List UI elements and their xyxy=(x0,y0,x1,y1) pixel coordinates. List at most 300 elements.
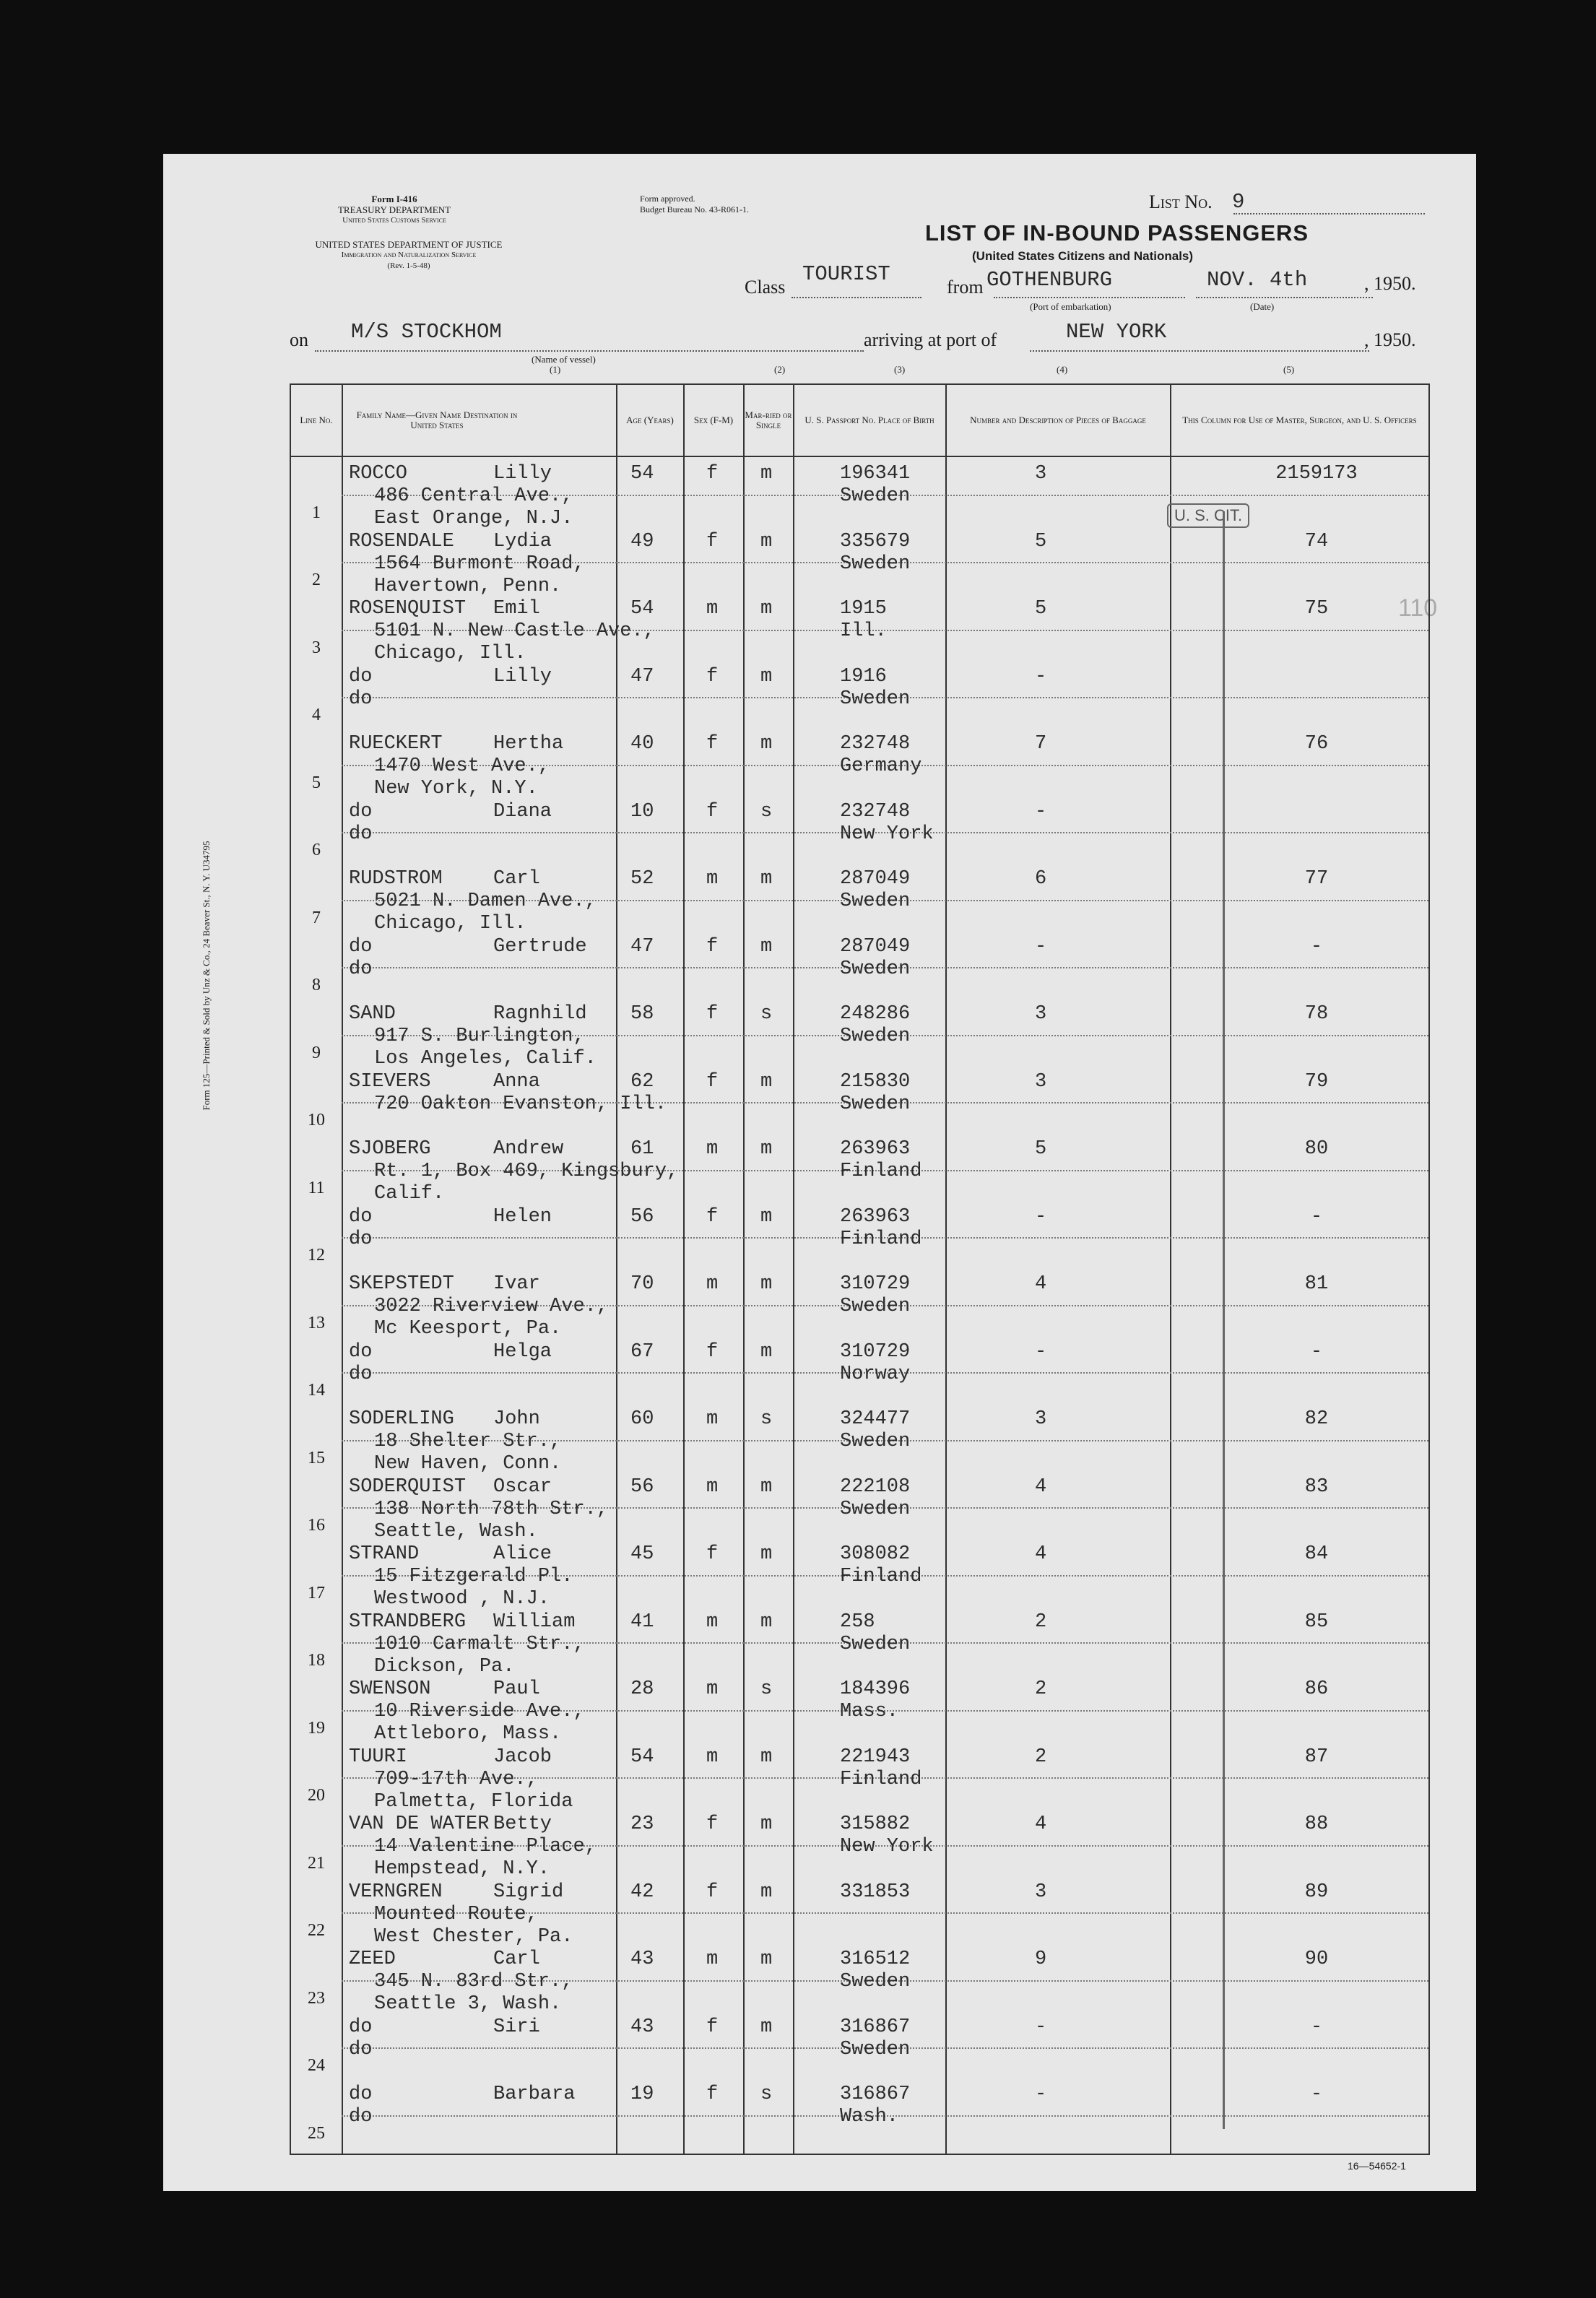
destination-line: do xyxy=(349,823,373,845)
officer-note: - xyxy=(1310,1205,1323,1228)
year-1: , 1950. xyxy=(1364,273,1416,294)
given-name: Andrew xyxy=(493,1138,564,1160)
passport-number: 221943 xyxy=(840,1746,911,1768)
col4-caption: (4) xyxy=(1057,364,1068,375)
line-number: 19 xyxy=(308,1718,325,1738)
baggage-count: 3 xyxy=(1035,1408,1047,1430)
family-name: STRAND xyxy=(349,1543,420,1565)
age-cell: 52 xyxy=(630,868,654,890)
destination-line: 14 Valentine Place, xyxy=(374,1836,597,1857)
officer-note: 80 xyxy=(1304,1138,1329,1160)
given-name: Sigrid xyxy=(493,1881,564,1903)
passport-number: 1915 xyxy=(840,598,887,620)
given-name: Siri xyxy=(493,2016,540,2038)
destination-line: Rt. 1, Box 469, Kingsbury, xyxy=(374,1161,679,1182)
family-name: STRANDBERG xyxy=(349,1610,467,1633)
header-sex: Sex (F-M) xyxy=(693,415,734,425)
age-cell: 56 xyxy=(630,1205,654,1228)
age-cell: 28 xyxy=(630,1678,654,1700)
marital-cell: m xyxy=(760,598,773,620)
list-no-value: 9 xyxy=(1232,190,1245,214)
passport-number: 315882 xyxy=(840,1813,911,1835)
destination-line: Los Angeles, Calif. xyxy=(374,1048,597,1070)
marital-cell: m xyxy=(760,1205,773,1228)
family-name: do xyxy=(349,800,373,823)
family-name: do xyxy=(349,935,373,958)
age-cell: 42 xyxy=(630,1881,654,1903)
officer-note: - xyxy=(1310,2016,1323,2038)
destination-line: New York, N.Y. xyxy=(374,778,538,799)
header-married: Mar-ried or Single xyxy=(745,409,792,430)
line-number: 14 xyxy=(308,1381,325,1400)
baggage-count: 4 xyxy=(1035,1813,1047,1835)
vessel-name: M/S STOCKHOM xyxy=(351,320,502,344)
line-number: 7 xyxy=(312,908,321,927)
sex-cell: m xyxy=(706,1408,719,1430)
given-name: Gertrude xyxy=(493,935,587,958)
destination-line: 486 Central Ave., xyxy=(374,485,573,507)
baggage-count: 3 xyxy=(1035,1070,1047,1093)
marital-cell: m xyxy=(760,935,773,958)
passport-number: 196341 xyxy=(840,463,911,485)
officer-note: 81 xyxy=(1304,1273,1329,1295)
family-name: SIEVERS xyxy=(349,1070,431,1093)
line-number: 10 xyxy=(308,1111,325,1130)
destination-line: 138 North 78th Str., xyxy=(374,1498,609,1520)
line-number: 24 xyxy=(308,2056,325,2075)
family-name: VERNGREN xyxy=(349,1881,443,1903)
sex-cell: m xyxy=(706,1948,719,1970)
destination-line: 5021 N. Damen Ave., xyxy=(374,890,597,912)
customs-service: United States Customs Service xyxy=(342,216,446,225)
age-cell: 43 xyxy=(630,2016,654,2038)
baggage-count: 4 xyxy=(1035,1543,1047,1565)
passport-number: 316867 xyxy=(840,2016,911,2038)
family-name: RUECKERT xyxy=(349,733,443,755)
line-number: 5 xyxy=(312,773,321,792)
place-of-birth: Finland xyxy=(840,1161,922,1182)
marital-cell: m xyxy=(760,733,773,755)
line-number: 16 xyxy=(308,1516,325,1535)
family-name: SKEPSTEDT xyxy=(349,1273,454,1295)
passport-number: 232748 xyxy=(840,733,911,755)
port-of-embarkation: GOTHENBURG xyxy=(986,268,1113,292)
place-of-birth: Wash. xyxy=(840,2106,899,2128)
destination-line: do xyxy=(349,1363,373,1385)
officer-note: - xyxy=(1310,935,1323,958)
passport-number: 287049 xyxy=(840,868,911,890)
place-of-birth: Finland xyxy=(840,1228,922,1250)
officer-note: 74 xyxy=(1304,530,1329,552)
from-label: from xyxy=(947,277,984,298)
treasury-dept: TREASURY DEPARTMENT xyxy=(337,204,451,215)
age-cell: 23 xyxy=(630,1813,654,1835)
destination-line: do xyxy=(349,2106,373,2128)
baggage-count: 5 xyxy=(1035,530,1047,552)
family-name: ROCCO xyxy=(349,463,408,485)
class-value: TOURIST xyxy=(802,262,890,286)
destination-line: 10 Riverside Ave., xyxy=(374,1701,585,1722)
officer-note: 86 xyxy=(1304,1678,1329,1700)
destination-line: Chicago, Ill. xyxy=(374,643,526,664)
passport-number: 308082 xyxy=(840,1543,911,1565)
list-no-label: List No. xyxy=(1149,191,1213,212)
family-name: ROSENDALE xyxy=(349,530,454,552)
place-of-birth: Sweden xyxy=(840,1633,911,1655)
baggage-count: 2 xyxy=(1035,1678,1047,1700)
line-number: 11 xyxy=(308,1178,325,1197)
line-number: 17 xyxy=(308,1583,325,1603)
destination-line: Mounted Route, xyxy=(374,1903,538,1925)
line-number: 4 xyxy=(312,706,321,724)
officer-note: 85 xyxy=(1304,1610,1329,1633)
sex-cell: f xyxy=(706,1070,719,1093)
given-name: Oscar xyxy=(493,1475,552,1498)
age-cell: 41 xyxy=(630,1610,654,1633)
family-name: do xyxy=(349,665,373,688)
age-cell: 70 xyxy=(630,1273,654,1295)
header-line-no: Line No. xyxy=(300,415,333,425)
officer-note: 88 xyxy=(1304,1813,1329,1835)
destination-line: Westwood , N.J. xyxy=(374,1588,550,1610)
age-cell: 56 xyxy=(630,1475,654,1498)
place-of-birth: Sweden xyxy=(840,1971,911,1993)
place-of-birth: New York xyxy=(840,1836,934,1857)
age-cell: 19 xyxy=(630,2084,654,2105)
vessel-caption: (Name of vessel) xyxy=(532,354,596,365)
given-name: Carl xyxy=(493,1948,540,1970)
marital-cell: m xyxy=(760,1881,773,1903)
sex-cell: f xyxy=(706,1340,719,1363)
destination-line: Seattle, Wash. xyxy=(374,1520,538,1543)
marital-cell: m xyxy=(760,1273,773,1295)
age-cell: 49 xyxy=(630,530,654,552)
age-cell: 54 xyxy=(630,598,654,620)
officer-note: 2159173 xyxy=(1275,463,1358,485)
port-caption: (Port of embarkation) xyxy=(1030,301,1111,312)
age-cell: 43 xyxy=(630,1948,654,1970)
passport-number: 232748 xyxy=(840,800,911,823)
col5-caption: (5) xyxy=(1283,364,1295,375)
marital-cell: m xyxy=(760,1746,773,1768)
officer-note: 75 xyxy=(1304,598,1329,620)
family-name: ZEED xyxy=(349,1948,396,1970)
destination-line: 917 S. Burlington, xyxy=(374,1026,585,1047)
family-name: do xyxy=(349,2016,373,2038)
marital-cell: m xyxy=(760,463,773,485)
marital-cell: m xyxy=(760,1340,773,1363)
given-name: William xyxy=(493,1610,576,1633)
passport-number: 184396 xyxy=(840,1678,911,1700)
marital-cell: m xyxy=(760,1543,773,1565)
place-of-birth: Sweden xyxy=(840,958,911,980)
family-name: do xyxy=(349,1205,373,1228)
destination-line: Calif. xyxy=(374,1183,445,1205)
age-cell: 47 xyxy=(630,665,654,688)
sex-cell: f xyxy=(706,1205,719,1228)
age-cell: 47 xyxy=(630,935,654,958)
line-number: 2 xyxy=(312,571,321,589)
given-name: Lilly xyxy=(493,463,552,485)
baggage-count: 3 xyxy=(1035,1003,1047,1025)
passport-number: 263963 xyxy=(840,1138,911,1160)
budget-bureau: Budget Bureau No. 43-R061-1. xyxy=(640,204,749,214)
marital-cell: s xyxy=(760,1003,773,1025)
age-cell: 40 xyxy=(630,733,654,755)
age-cell: 10 xyxy=(630,800,654,823)
age-cell: 60 xyxy=(630,1408,654,1430)
passport-number: 1916 xyxy=(840,665,887,688)
destination-line: 1010 Carmalt Str., xyxy=(374,1633,585,1655)
destination-line: Hempstead, N.Y. xyxy=(374,1858,550,1880)
line-number: 1 xyxy=(312,503,321,522)
baggage-count: - xyxy=(1035,800,1047,823)
place-of-birth: Sweden xyxy=(840,1296,911,1317)
line-number: 18 xyxy=(308,1651,325,1670)
marital-cell: s xyxy=(760,1408,773,1430)
marital-cell: m xyxy=(760,1138,773,1160)
place-of-birth: Finland xyxy=(840,1566,922,1587)
given-name: Anna xyxy=(493,1070,540,1093)
place-of-birth: Sweden xyxy=(840,2038,911,2060)
marital-cell: s xyxy=(760,800,773,823)
sex-cell: f xyxy=(706,1003,719,1025)
given-name: Paul xyxy=(493,1678,540,1700)
destination-line: Dickson, Pa. xyxy=(374,1655,515,1678)
destination-line: Attleboro, Mass. xyxy=(374,1723,562,1745)
marital-cell: m xyxy=(760,1610,773,1633)
line-number: 25 xyxy=(308,2123,325,2143)
sex-cell: m xyxy=(706,598,719,620)
form-header-block xyxy=(286,194,503,226)
given-name: Carl xyxy=(493,868,540,890)
baggage-count: 2 xyxy=(1035,1610,1047,1633)
baggage-count: 5 xyxy=(1035,1138,1047,1160)
family-name: SWENSON xyxy=(349,1678,431,1700)
officer-note: - xyxy=(1310,1340,1323,1363)
baggage-count: - xyxy=(1035,1205,1047,1228)
age-cell: 62 xyxy=(630,1070,654,1093)
age-cell: 67 xyxy=(630,1340,654,1363)
sex-cell: m xyxy=(706,1138,719,1160)
sex-cell: m xyxy=(706,1610,719,1633)
header-age: Age (Years) xyxy=(626,415,674,425)
col3-caption: (3) xyxy=(894,364,906,375)
baggage-count: 7 xyxy=(1035,733,1047,755)
passport-number: 248286 xyxy=(840,1003,911,1025)
sex-cell: m xyxy=(706,1746,719,1768)
passport-number: 324477 xyxy=(840,1408,911,1430)
given-name: Lilly xyxy=(493,665,552,688)
baggage-count: 9 xyxy=(1035,1948,1047,1970)
destination-line: Mc Keesport, Pa. xyxy=(374,1318,562,1340)
destination-line: do xyxy=(349,1228,373,1250)
destination-line: 345 N. 83rd Str., xyxy=(374,1971,573,1993)
destination-line: New Haven, Conn. xyxy=(374,1453,562,1475)
destination-line: do xyxy=(349,958,373,980)
sex-cell: f xyxy=(706,1881,719,1903)
line-number: 15 xyxy=(308,1448,325,1467)
baggage-count: - xyxy=(1035,1340,1047,1363)
passport-number: 316512 xyxy=(840,1948,911,1970)
destination-line: 3022 Riverview Ave., xyxy=(374,1296,609,1317)
sex-cell: m xyxy=(706,1678,719,1700)
marital-cell: m xyxy=(760,1070,773,1093)
date-caption: (Date) xyxy=(1250,301,1275,312)
header-baggage: Number and Description of Pieces of Baggage xyxy=(970,415,1146,425)
col2-caption: (2) xyxy=(774,364,786,375)
marital-cell: m xyxy=(760,868,773,890)
baggage-count: 2 xyxy=(1035,1746,1047,1768)
line-number: 20 xyxy=(308,1786,325,1805)
document-subtitle: (United States Citizens and Nationals) xyxy=(972,249,1194,263)
given-name: Barbara xyxy=(493,2084,576,2105)
destination-line: 15 Fitzgerald Pl. xyxy=(374,1566,573,1587)
passport-number: 263963 xyxy=(840,1205,911,1228)
ins-service: Immigration and Naturalization Service xyxy=(341,251,477,259)
citizen-stamp: U. S. CIT. xyxy=(1167,503,1249,528)
form-revision: (Rev. 1-5-48) xyxy=(387,261,430,270)
sex-cell: m xyxy=(706,868,719,890)
place-of-birth: Mass. xyxy=(840,1701,899,1722)
age-cell: 45 xyxy=(630,1543,654,1565)
family-name: SAND xyxy=(349,1003,396,1025)
sex-cell: f xyxy=(706,2016,719,2038)
family-name: ROSENQUIST xyxy=(349,598,467,620)
family-name: TUURI xyxy=(349,1746,408,1768)
given-name: Emil xyxy=(493,598,540,620)
family-name: SJOBERG xyxy=(349,1138,431,1160)
sex-cell: f xyxy=(706,1543,719,1565)
destination-line: do xyxy=(349,688,373,710)
sex-cell: f xyxy=(706,665,719,688)
place-of-birth: Sweden xyxy=(840,890,911,912)
place-of-birth: Ill. xyxy=(840,620,887,642)
place-of-birth: Sweden xyxy=(840,1431,911,1452)
on-label: on xyxy=(290,329,308,350)
passport-number: 310729 xyxy=(840,1340,911,1363)
given-name: Lydia xyxy=(493,530,552,552)
destination-line: 5101 N. New Castle Ave., xyxy=(374,620,655,642)
place-of-birth: Norway xyxy=(840,1363,911,1385)
sex-cell: f xyxy=(706,733,719,755)
sex-cell: f xyxy=(706,1813,719,1835)
place-of-birth: Sweden xyxy=(840,1498,911,1520)
place-of-birth: Germany xyxy=(840,755,922,777)
form-approved: Form approved. xyxy=(640,194,695,204)
given-name: Hertha xyxy=(493,733,564,755)
age-cell: 61 xyxy=(630,1138,654,1160)
sex-cell: m xyxy=(706,1475,719,1498)
age-cell: 54 xyxy=(630,463,654,485)
marital-cell: s xyxy=(760,1678,773,1700)
passport-number: 316867 xyxy=(840,2084,911,2105)
destination-line: 18 Shelter Str., xyxy=(374,1431,562,1452)
given-name: Betty xyxy=(493,1813,552,1835)
marital-cell: m xyxy=(760,1948,773,1970)
passport-number: 215830 xyxy=(840,1070,911,1093)
age-cell: 54 xyxy=(630,1746,654,1768)
place-of-birth: New York xyxy=(840,823,934,845)
destination-line: Palmetta, Florida xyxy=(374,1790,573,1813)
year-2: , 1950. xyxy=(1364,329,1416,350)
line-number: 23 xyxy=(308,1988,325,2008)
passenger-table xyxy=(290,383,1430,2155)
marital-cell: m xyxy=(760,1813,773,1835)
family-name: VAN DE WATER xyxy=(349,1813,490,1835)
marital-cell: m xyxy=(760,530,773,552)
family-name: SODERLING xyxy=(349,1408,454,1430)
given-name: Jacob xyxy=(493,1746,552,1768)
form-number: Form I-416 xyxy=(371,194,417,204)
officer-note: 79 xyxy=(1304,1070,1329,1093)
header-name: Family Name—Given Name Destination in United States xyxy=(356,409,518,430)
place-of-birth: Finland xyxy=(840,1768,922,1790)
officer-note: 90 xyxy=(1304,1948,1329,1970)
baggage-count: 3 xyxy=(1035,1881,1047,1903)
given-name: Helga xyxy=(493,1340,552,1363)
header-passport: U. S. Passport No. Place of Birth xyxy=(804,415,934,425)
sex-cell: f xyxy=(706,800,719,823)
baggage-count: - xyxy=(1035,935,1047,958)
destination-line: Chicago, Ill. xyxy=(374,913,526,935)
justice-dept: UNITED STATES DEPARTMENT OF JUSTICE xyxy=(315,239,503,250)
place-of-birth: Sweden xyxy=(840,1026,911,1047)
destination-line: 720 Oakton Evanston, Ill. xyxy=(374,1093,667,1115)
destination-line: Havertown, Penn. xyxy=(374,575,562,597)
line-number: 9 xyxy=(312,1043,321,1062)
officer-note: 82 xyxy=(1304,1408,1329,1430)
place-of-birth: Sweden xyxy=(840,1093,911,1115)
line-number: 22 xyxy=(308,1921,325,1940)
marital-cell: m xyxy=(760,1475,773,1498)
line-number: 21 xyxy=(308,1853,325,1873)
officer-note: 84 xyxy=(1304,1543,1329,1565)
line-number: 6 xyxy=(312,841,321,859)
given-name: Ragnhild xyxy=(493,1003,587,1025)
sex-cell: f xyxy=(706,2084,719,2105)
line-number: 3 xyxy=(312,638,321,657)
baggage-count: 4 xyxy=(1035,1273,1047,1295)
sex-cell: f xyxy=(706,530,719,552)
destination-line: 709-17th Ave., xyxy=(374,1768,538,1790)
sex-cell: f xyxy=(706,463,719,485)
baggage-count: 6 xyxy=(1035,868,1047,890)
officer-note: 78 xyxy=(1304,1003,1329,1025)
family-name: do xyxy=(349,2084,373,2105)
officer-note: 83 xyxy=(1304,1475,1329,1498)
footer-code: 16—54652-1 xyxy=(1348,2160,1406,2172)
place-of-birth: Sweden xyxy=(840,485,911,507)
sex-cell: f xyxy=(706,935,719,958)
officer-note: 77 xyxy=(1304,868,1329,890)
destination-line: 1564 Burmont Road, xyxy=(374,552,585,575)
passport-number: 331853 xyxy=(840,1881,911,1903)
officer-note: - xyxy=(1310,2084,1323,2105)
family-name: do xyxy=(349,1340,373,1363)
col1-caption: (1) xyxy=(550,364,561,375)
destination-line: Seattle 3, Wash. xyxy=(374,1993,562,2015)
side-print-text: Form 125—Printed & Sold by Unz & Co., 24 Beaver St., N. Y. U34795 xyxy=(201,841,212,1111)
family-name: RUDSTROM xyxy=(349,868,443,890)
passport-number: 287049 xyxy=(840,935,911,958)
passport-number: 310729 xyxy=(840,1273,911,1295)
marital-cell: m xyxy=(760,2016,773,2038)
line-number: 8 xyxy=(312,976,321,994)
sex-cell: m xyxy=(706,1273,719,1295)
officer-note: 76 xyxy=(1304,733,1329,755)
pencil-line xyxy=(1223,511,1225,2129)
